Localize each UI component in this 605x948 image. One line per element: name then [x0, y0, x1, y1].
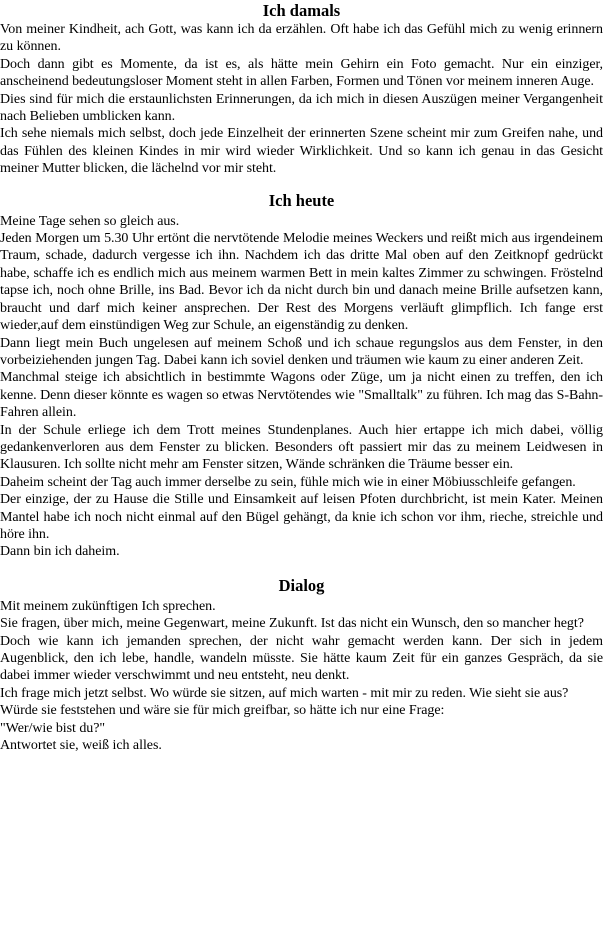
section-title: Ich damals	[262, 1, 341, 20]
paragraph: Von meiner Kindheit, ach Gott, was kann ich da erzählen. Oft habe ich das Gefühl mich zu wenig erinnern zu können.	[0, 22, 603, 55]
paragraph: Antwortet sie, weiß ich alles.	[0, 738, 162, 754]
paragraph: Doch dann gibt es Momente, da ist es, als hätte mein Gehirn ein Foto gemacht. Nur ein einziger, anscheinend bedeutungsloser Moment steht in allen Farben, Formen und Tönen vor meinem inneren Auge.	[0, 56, 603, 90]
paragraph: Dann bin ich daheim.	[0, 544, 120, 560]
paragraph: Sie fragen, über mich, meine Gegenwart, meine Zukunft. Ist das nicht ein Wunsch, den so mancher hegt?	[0, 616, 584, 632]
paragraph: Würde sie feststehen und wäre sie für mich greifbar, so hätte ich nur eine Frage:	[0, 703, 445, 719]
paragraph: Ich sehe niemals mich selbst, doch jede Einzelheit der erinnerten Szene scheint mir zum Greifen nahe, und das Fühlen des kleinen Kindes in mir wird wieder Wirklichkeit. Und so kann ich genau in das Gesicht meiner Mutter blicken, die lächelnd vor mir steht.	[0, 126, 603, 177]
paragraph: Jeden Morgen um 5.30 Uhr ertönt die nervtötende Melodie meines Weckers und reißt mich aus irgendeinem Traum, schade, dadurch vergesse ich ihn. Nachdem ich das dritte Mal oben auf den Zeitknopf gedrückt habe, schaffe ich es endlich mich aus meinem warmen Bett in mein kaltes Zimmer zu schwingen. Fröstelnd tapse ich, noch ohne Brille, ins Bad. Bevor ich da nicht durch bin und danach meine Brille aufsetzen kann, braucht und darf mich keiner ansprechen. Der Rest des Morgens verläuft glimpflich. Ich fange erst wieder,auf dem einstündigen Weg zur Schule, an eigenständig zu denken.	[0, 231, 603, 334]
paragraph: Doch wie kann ich jemanden sprechen, der nicht wahr gemacht werden kann. Der sich in jedem Augenblick, den ich lebe, handle, wandeln müsste. Sie hätte kaum Zeit für ein ganzes Gespräch, da sie dabei immer wieder verschwimmt und neu entsteht, neu denkt.	[0, 633, 603, 684]
paragraph: Der einzige, der zu Hause die Stille und Einsamkeit auf leisen Pfoten durchbricht, ist mein Kater. Meinen Mantel habe ich noch nicht einmal auf den Bügel gehängt, da knie ich schon vor ihm, rieche, streichle und höre ihn.	[0, 492, 603, 542]
paragraph: In der Schule erliege ich dem Trott meines Stundenplanes. Auch hier ertappe ich mich dabei, völlig gedankenverloren aus dem Fenster zu blicken. Besonders oft passiert mir das zu meinem Leidwesen in Klausuren. Ich sollte nicht mehr am Fenster sitzen, Wände schränken die Träume besser ein.	[0, 422, 603, 473]
paragraph: Ich frage mich jetzt selbst. Wo würde sie sitzen, auf mich warten - mit mir zu reden. Wie sieht sie aus?	[0, 685, 569, 701]
section-title: Dialog	[278, 575, 325, 595]
section-dialog	[0, 576, 603, 755]
paragraph: Meine Tage sehen so gleich aus.	[0, 213, 180, 229]
section-title: Ich heute	[268, 190, 335, 210]
paragraph: Dann liegt mein Buch ungelesen auf meinem Schoß und ich schaue regungslos aus dem Fenster, in den vorbeiziehenden jungen Tag. Dabei kann ich soviel denken und träumen wie kaum zu einer anderen Zeit.	[0, 335, 603, 368]
section-ich-damals	[0, 0, 603, 178]
section-ich-heute	[0, 191, 603, 561]
paragraph: Manchmal steige ich absichtlich in bestimmte Wagons oder Züge, um ja nicht einen zu treffen, den ich kenne. Denn dieser könnte es wagen so etwas Nervtötendes wie "Smalltalk" zu führen. Ich mag das S-Bahn-Fahren allein.	[0, 370, 603, 421]
paragraph: "Wer/wie bist du?"	[0, 720, 106, 736]
paragraph: Daheim scheint der Tag auch immer derselbe zu sein, fühle mich wie in einer Möbiusschleife gefangen.	[0, 474, 576, 490]
paragraph: Dies sind für mich die erstaunlichsten Erinnerungen, da ich mich in diesen Auszügen meiner Vergangenheit nach Belieben umblicken kann.	[0, 91, 603, 125]
paragraph: Mit meinem zukünftigen Ich sprechen.	[0, 598, 216, 614]
